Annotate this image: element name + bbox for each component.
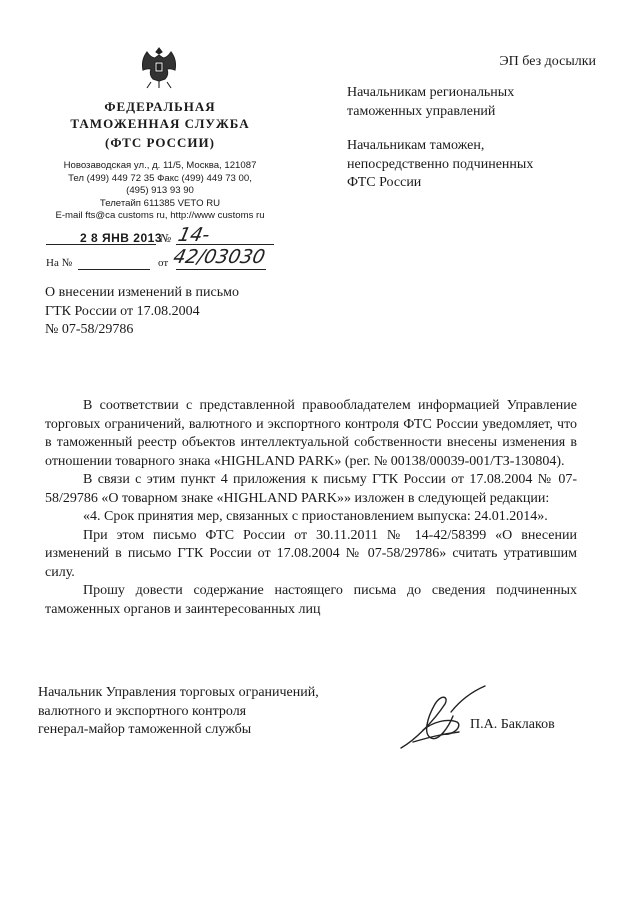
contact-block [45,160,275,223]
body-paragraph: «4. Срок принятия мер, связанных с приостановлением выпуска: 24.01.2014». [83,509,548,524]
letter-subject [45,284,285,340]
letter-body [45,397,577,619]
reference-from-label: от [158,257,169,269]
letter-date: 2 8 ЯНВ 2013 [80,231,163,245]
body-paragraph: Прошу довести содержание настоящего письма до сведения подчиненных таможенных органов и заинтересованных лиц [45,583,577,617]
delivery-marker: ЭП без досылки [499,54,596,69]
contact-email: E-mail fts@ca customs ru, http://www customs ru [55,210,265,221]
org-abbreviation: (ФТС РОССИИ) [105,135,215,150]
contact-phone2: (495) 913 93 90 [126,185,194,196]
reference-line [46,257,276,273]
body-paragraph: В соответствии с представленной правообладателем информацией Управление торговых ограничений, валютного и экспортного контроля ФТС России уведомляет, что в таможенный реестр объектов интеллектуальной собственности внесены изменения в отношении товарного знака «HIGHLAND PARK» (рег. № 00138/00039-001/ТЗ-130804). [45,398,577,469]
registration-number: 14-42/03030 [171,224,268,268]
recipient-line: непосредственно подчиненных [347,156,534,172]
body-paragraph: В связи с этим пункт 4 приложения к письму ГТК России от 17.08.2004 № 07-58/29786 «О товарном знаке «HIGHLAND PARK»» изложен в следующей редакции: [45,472,577,506]
signer-position-line: Начальник Управления торговых ограничений, [38,685,319,700]
signer-position [38,684,319,740]
recipient-line: таможенных управлений [347,103,496,119]
subject-line: О внесении изменений в письмо [45,285,239,300]
subject-line: № 07-58/29786 [45,322,134,337]
recipient-group-1 [347,84,514,121]
contact-phone: Тел (499) 449 72 35 Факс (499) 449 73 00, [68,172,252,184]
reference-label: На № [46,257,73,269]
signer-position-line: генерал-майор таможенной службы [38,722,252,737]
org-name-line1: ФЕДЕРАЛЬНАЯ [104,99,216,114]
signer-name: П.А. Баклаков [470,717,555,732]
recipient-line: Начальникам региональных [347,85,515,100]
contact-teletype: Телетайп 611385 VETO RU [99,197,221,209]
number-sign: № [160,231,172,245]
subject-line: ГТК России от 17.08.2004 [45,303,200,319]
recipient-line: ФТС России [347,175,422,190]
signer-position-line: валютного и экспортного контроля [38,703,247,719]
recipient-line: Начальникам таможен, [347,138,485,153]
recipient-group-2 [347,137,533,193]
org-name-line2: ТАМОЖЕННАЯ СЛУЖБА [70,116,250,131]
contact-address: Новозаводская ул., д. 11/5, Москва, 121087 [63,160,257,171]
coat-of-arms-emblem [137,42,181,92]
body-paragraph: При этом письмо ФТС России от 30.11.2011 № 14-42/58399 «О внесении изменений в письмо ГТК России от 17.08.2004 № 07-58/29786» считать утратившим силу. [45,527,577,580]
